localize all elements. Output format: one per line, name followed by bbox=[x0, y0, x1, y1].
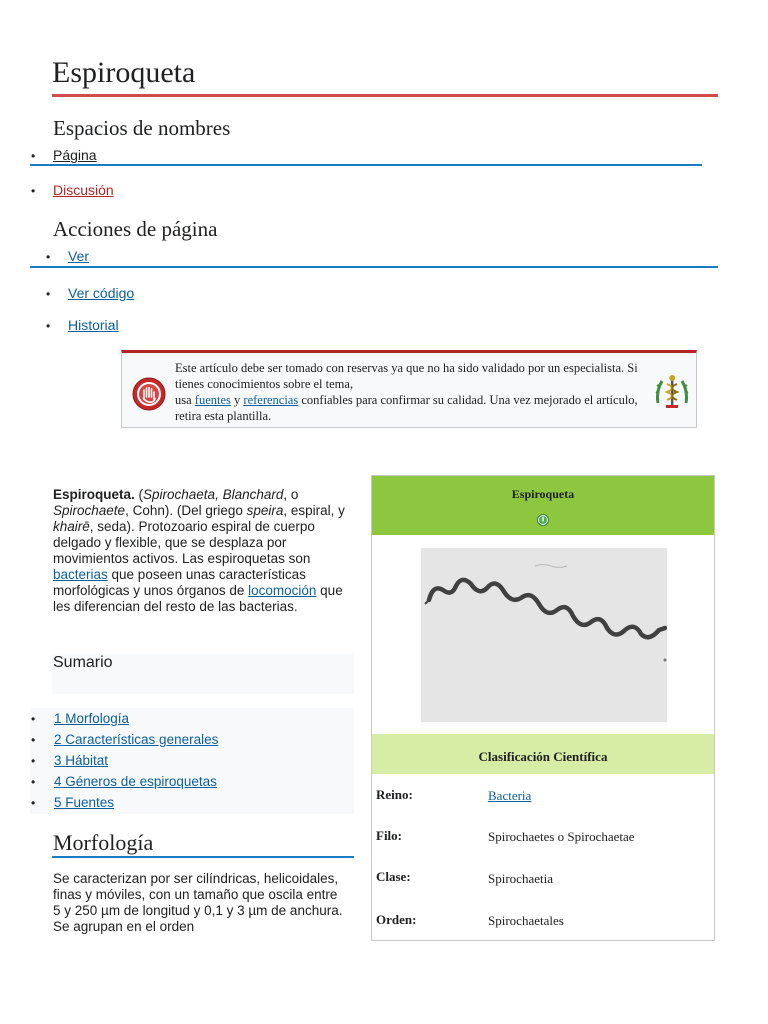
taxon-value-clase: Spirochaetia bbox=[488, 871, 553, 886]
bullet: • bbox=[31, 712, 36, 726]
notice-use: usa bbox=[175, 393, 192, 407]
toc-label: Hábitat bbox=[65, 753, 109, 768]
notice-text bbox=[175, 360, 645, 424]
toc-label: Géneros de espiroquetas bbox=[65, 774, 217, 789]
toc-label: Características generales bbox=[65, 732, 219, 747]
taxon-label-orden: Orden: bbox=[376, 912, 417, 927]
toc-item-habitat[interactable] bbox=[54, 753, 108, 768]
section-rule bbox=[52, 856, 354, 858]
toc-item-morfologia[interactable] bbox=[54, 711, 129, 726]
intro-text: ( bbox=[134, 487, 144, 502]
classification-title: Clasificación Científica bbox=[478, 749, 608, 764]
stop-hand-icon bbox=[132, 377, 166, 411]
toc-item-generos[interactable] bbox=[54, 774, 217, 789]
toc-number: 5 bbox=[54, 795, 62, 810]
namespaces-active-rule bbox=[30, 164, 702, 166]
info-icon[interactable] bbox=[537, 514, 549, 526]
tab-pagina[interactable]: Página bbox=[53, 147, 97, 163]
bullet: • bbox=[46, 287, 51, 301]
intro-text: , o bbox=[283, 487, 299, 502]
taxon-value-orden: Spirochaetales bbox=[488, 913, 564, 928]
bullet: • bbox=[31, 796, 36, 810]
infobox-title: Espiroqueta bbox=[511, 487, 575, 501]
toc-number: 3 bbox=[54, 753, 62, 768]
action-ver[interactable]: Ver bbox=[68, 248, 90, 264]
toc-number: 1 bbox=[54, 711, 62, 726]
infobox-header bbox=[372, 476, 714, 535]
toc-item-caracteristicas[interactable] bbox=[54, 732, 218, 747]
action-ver-codigo[interactable]: Ver código bbox=[68, 285, 135, 301]
fuentes-link[interactable]: fuentes bbox=[194, 393, 231, 407]
intro-text: que les diferencian del resto de las bacterias. bbox=[53, 583, 343, 614]
action-historial[interactable]: Historial bbox=[68, 317, 119, 333]
intro-text: que poseen unas características morfológicas y unos órganos de bbox=[53, 567, 306, 598]
caduceus-emblem-icon bbox=[654, 373, 690, 411]
intro-italic: khairē bbox=[53, 519, 90, 534]
toc-label: Morfología bbox=[65, 711, 130, 726]
bullet: • bbox=[46, 319, 51, 333]
intro-term: Espiroqueta. bbox=[53, 487, 135, 502]
toc-label: Fuentes bbox=[65, 795, 115, 810]
namespaces-heading: Espacios de nombres bbox=[53, 116, 231, 140]
bullet: • bbox=[31, 149, 36, 163]
bullet: • bbox=[31, 733, 36, 747]
intro-italic: speira bbox=[246, 503, 284, 518]
title-rule bbox=[52, 94, 718, 97]
spirochete-micrograph-drawing bbox=[421, 548, 667, 722]
notice-line2: confiables para confirmar su calidad. Una vez mejorado el artículo, retira esta plantilla. bbox=[175, 393, 638, 423]
tab-discusion[interactable]: Discusión bbox=[53, 182, 114, 198]
bullet: • bbox=[31, 184, 36, 198]
taxon-value-filo: Spirochaetes o Spirochaetae bbox=[488, 829, 635, 844]
intro-paragraph bbox=[53, 487, 355, 615]
actions-heading: Acciones de página bbox=[53, 217, 218, 241]
intro-text: , espiral, y bbox=[283, 503, 345, 518]
notice-and: y bbox=[234, 393, 241, 407]
toc-title: Sumario bbox=[53, 654, 113, 671]
intro-text: , Cohn). (Del griego bbox=[125, 503, 247, 518]
taxon-value-reino[interactable]: Bacteria bbox=[488, 788, 532, 803]
notice-line1: Este artículo debe ser tomado con reservas ya que no ha sido validado por un especialista. Si tienes conocimientos sobre el tema, bbox=[175, 361, 638, 391]
taxon-label-reino: Reino: bbox=[376, 787, 413, 802]
section-heading-morfologia: Morfología bbox=[53, 830, 154, 855]
actions-active-rule bbox=[30, 266, 718, 268]
unverified-notice bbox=[121, 350, 697, 428]
taxon-label-filo: Filo: bbox=[376, 828, 402, 843]
bullet: • bbox=[31, 775, 36, 789]
locomocion-link[interactable]: locomoción bbox=[248, 583, 317, 598]
intro-italic: Spirochaeta, Blanchard bbox=[143, 487, 284, 502]
taxon-label-clase: Clase: bbox=[376, 869, 411, 884]
bullet: • bbox=[46, 250, 51, 264]
toc-item-fuentes[interactable] bbox=[54, 795, 114, 810]
intro-italic: Spirochaete bbox=[53, 503, 126, 518]
morfologia-paragraph: Se caracterizan por ser cilíndricas, helicoidales, finas y móviles, con un tamaño que oscila entre 5 y 250 µm de longitud y 0,1 y 3 µm de anchura. Se agrupan en el orden bbox=[53, 871, 343, 934]
toc-number: 2 bbox=[54, 732, 62, 747]
toc-number: 4 bbox=[54, 774, 62, 789]
spirochete-micrograph bbox=[421, 548, 667, 722]
bacterias-link[interactable]: bacterias bbox=[53, 567, 108, 582]
bullet: • bbox=[31, 754, 36, 768]
intro-text: , seda). Protozoario espiral de cuerpo delgado y flexible, que se desplaza por movimientos activos. Las espiroquetas son bbox=[53, 519, 315, 566]
page-title: Espiroqueta bbox=[52, 56, 196, 89]
referencias-link[interactable]: referencias bbox=[243, 393, 299, 407]
